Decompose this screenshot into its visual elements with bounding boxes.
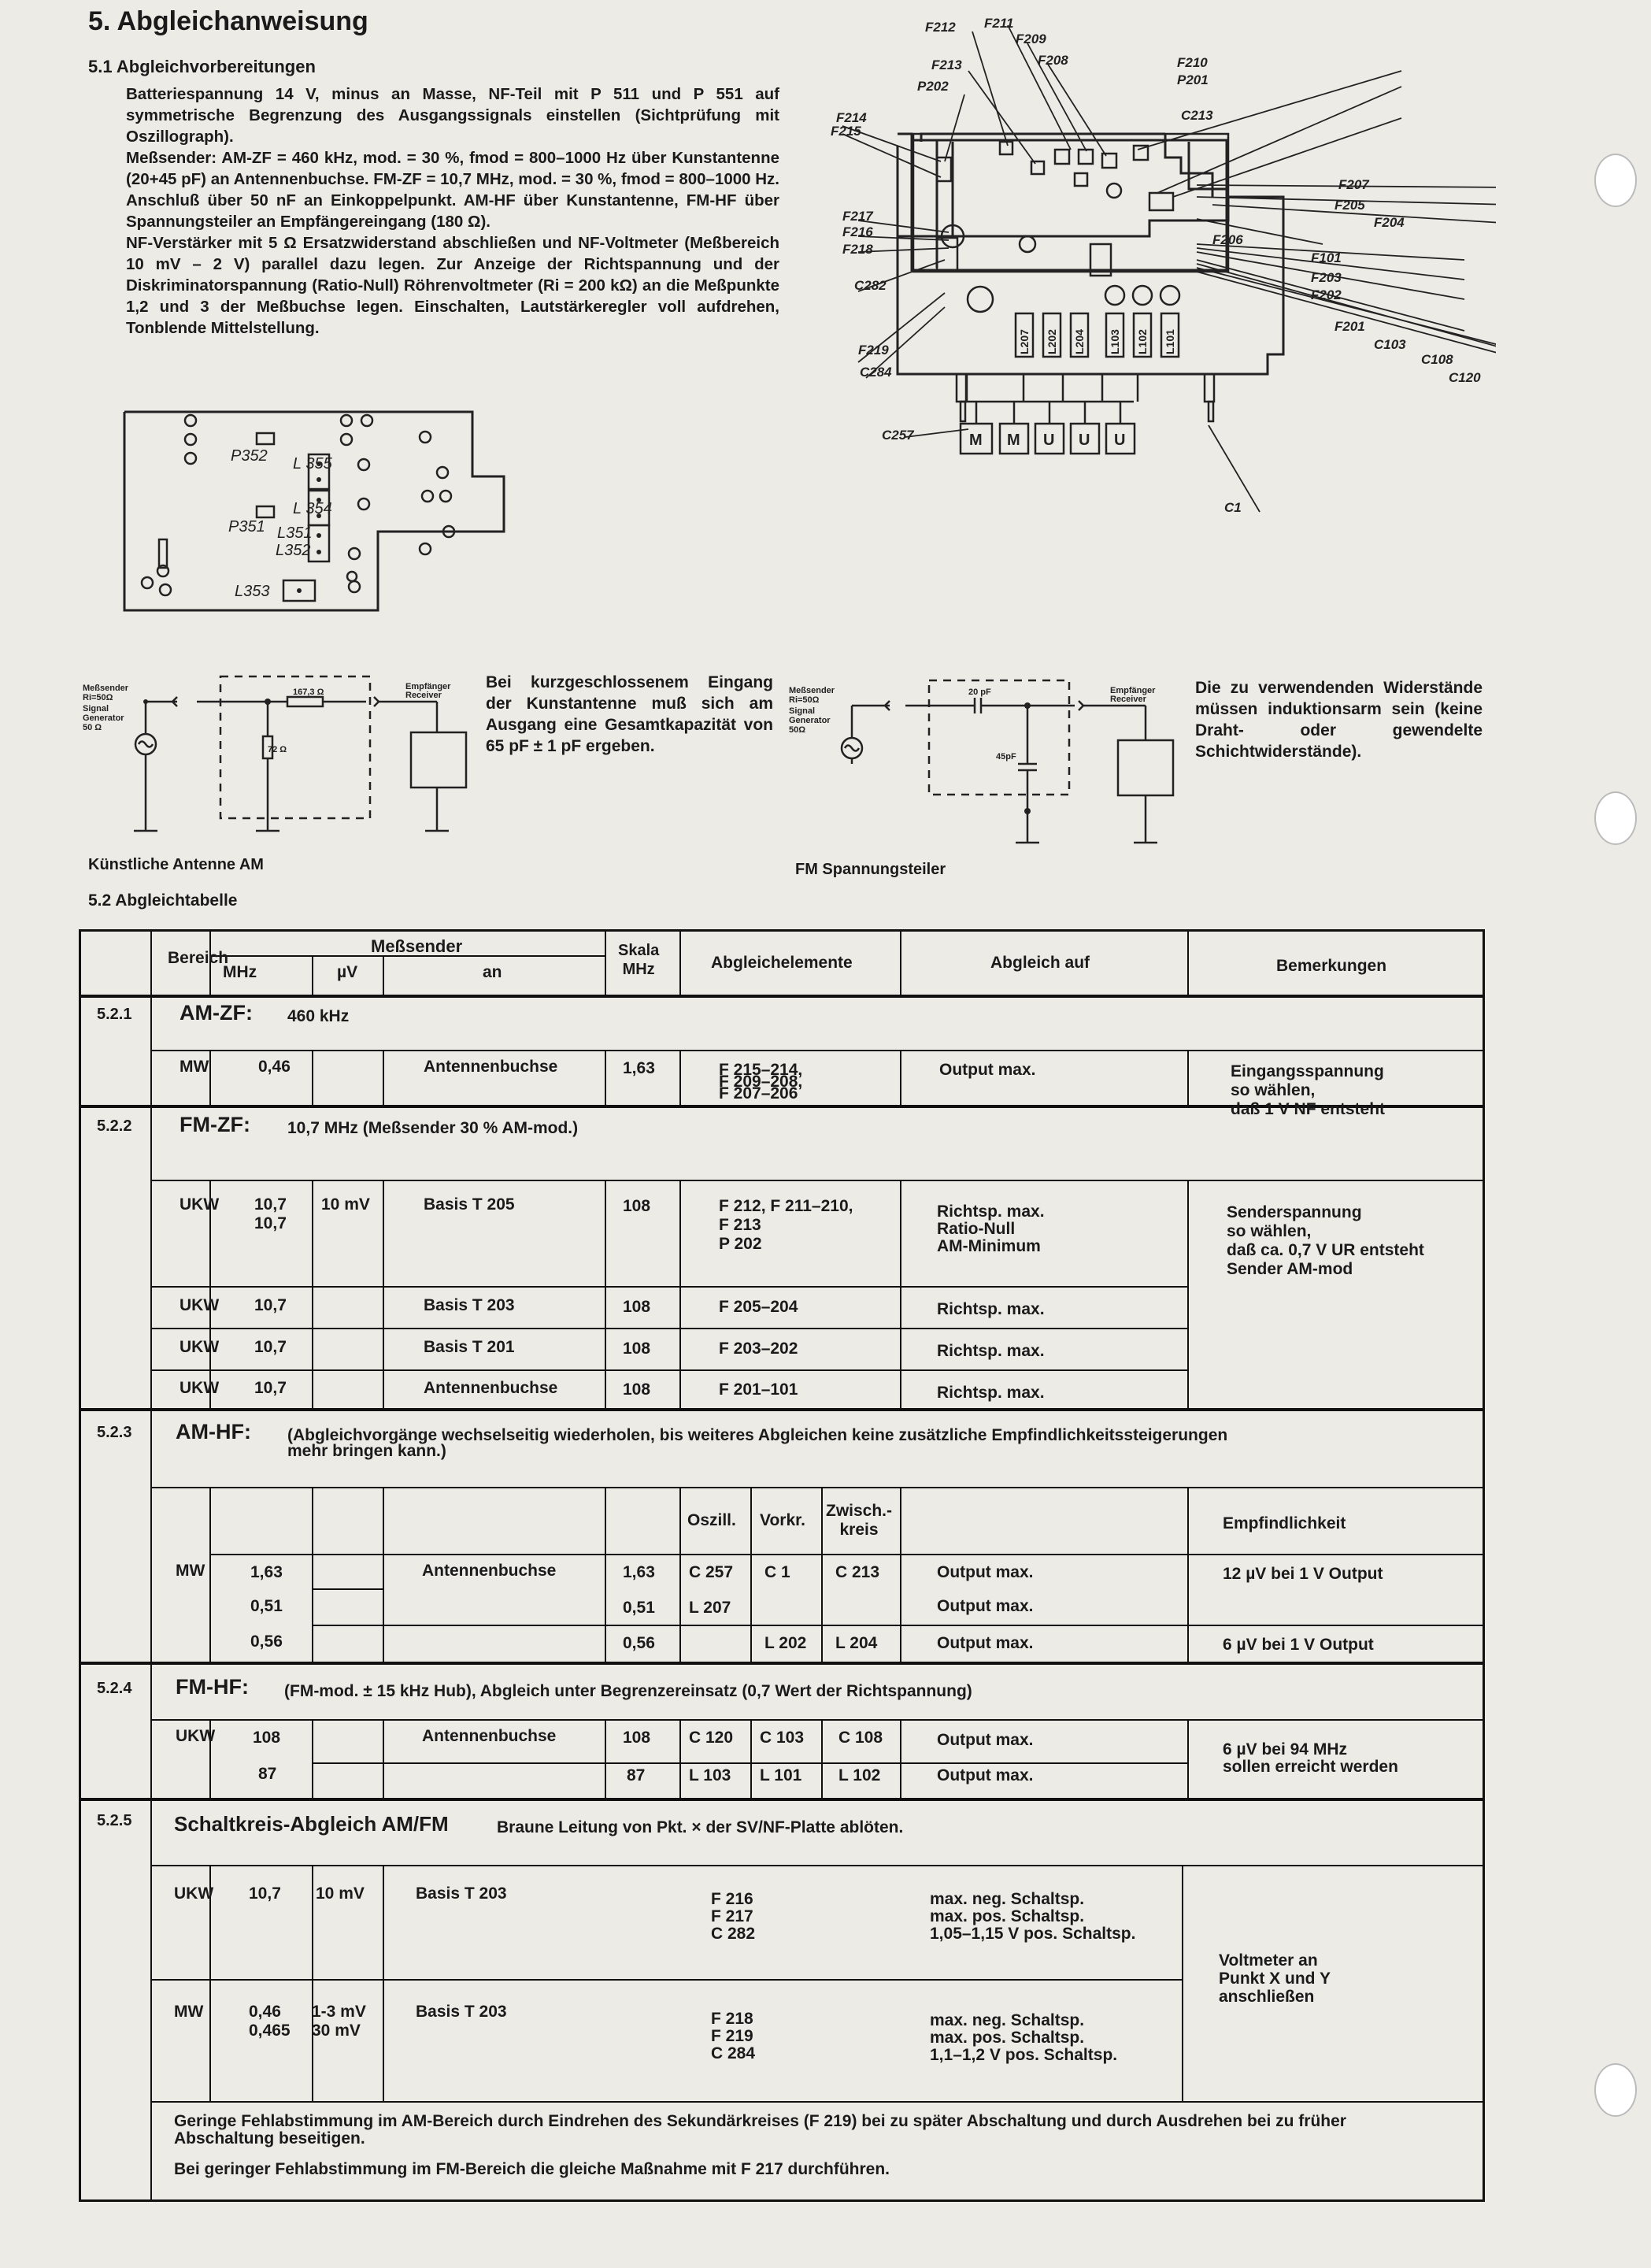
cell-bereich: MW	[174, 2003, 204, 2021]
cell-oszill: C 120	[689, 1729, 734, 1747]
table-rule	[679, 1180, 681, 1408]
coil-l202: L202	[1046, 329, 1058, 354]
cell-an: Antennenbuchse	[424, 1058, 558, 1076]
cell-mhz: 87	[258, 1765, 277, 1783]
page-heading: 5. Abgleichanweisung	[88, 6, 368, 36]
cell-mhz: 10,7	[254, 1338, 287, 1356]
source-label: Signal	[789, 706, 816, 716]
cell-elemente: F 212, F 211–210, F 213 P 202	[719, 1197, 853, 1253]
cell-elemente: F 215–214, F 209–208, F 207–206	[719, 1061, 803, 1102]
cell-bemerkungen: 6 µV bei 94 MHz sollen erreicht werden	[1223, 1740, 1398, 1776]
cell-bereich: UKW	[180, 1379, 220, 1397]
table-rule	[383, 1050, 384, 1105]
fm-divider-schematic	[787, 677, 1197, 858]
table-rule	[81, 1798, 1483, 1801]
col-header-uv: µV	[337, 963, 358, 981]
table-rule	[900, 1719, 901, 1798]
table-rule	[383, 1865, 384, 2101]
cell-an: Basis T 203	[416, 1884, 507, 1903]
cell-empfindlichkeit: 12 µV bei 1 V Output	[1223, 1565, 1383, 1583]
table-rule	[150, 1369, 1187, 1371]
section-number: 5.2.3	[97, 1424, 132, 1441]
board-diagram-large	[819, 8, 1496, 528]
alignment-table	[79, 929, 1485, 2202]
cell-oszill: L 103	[689, 1766, 731, 1784]
cell-oszill: C 257	[689, 1563, 734, 1581]
cell-auf: Output max.	[937, 1766, 1034, 1784]
prep-text-span: abschließen und NF-Voltmeter (Meßbereich 10 mV – 2 V) parallel dazu legen. Zur Anzeige der Richtspannung und der Diskriminatorspannung (Ratio-Null) Röhrenvoltmeter (Ri = 200 kΩ) an die Meßpunkte 1,2 und 3 der Meßbuchse legen. Einschalten, Lautstärkeregler voll aufdrehen, Tonblende Mittelstellung.	[126, 234, 779, 337]
table-rule	[679, 1487, 681, 1662]
table-rule	[900, 1050, 901, 1105]
table-rule	[1187, 1719, 1189, 1798]
switch-label: M	[1007, 432, 1020, 449]
prep-text-span: NF-Verstärker mit 5 Ω	[126, 234, 297, 252]
label-f203: F203	[1311, 270, 1342, 285]
receiver-label: Empfänger	[1110, 686, 1156, 695]
col-header-oszill: Oszill.	[687, 1511, 736, 1529]
table-rule	[209, 1487, 211, 1662]
cell-auf: Richtsp. max.	[937, 1300, 1045, 1318]
cell-elemente: F 216 F 217 C 282	[711, 1890, 756, 1943]
source-label: Meßsender	[83, 684, 129, 693]
table-rule	[679, 932, 681, 995]
cell-mhz: 108	[253, 1729, 281, 1747]
cell-auf: Output max.	[937, 1731, 1034, 1749]
cell-oszill: L 207	[689, 1599, 731, 1617]
source-label: Generator	[789, 716, 831, 725]
label-c103: C103	[1374, 337, 1406, 352]
table-rule	[150, 1286, 1187, 1288]
table-rule	[605, 1487, 606, 1662]
cell-auf: max. neg. Schaltsp. max. pos. Schaltsp. 1,05–1,15 V pos. Schaltsp.	[930, 1890, 1136, 1943]
table-rule	[679, 1050, 681, 1105]
table-rule	[150, 1719, 1483, 1721]
table-rule	[383, 1487, 384, 1662]
prep-paragraph: Batteriespannung 14 V, minus an Masse, NF-Teil mit P 511 und P 551 auf symmetrische Begrenzung des Ausgangssignals einstellen (Sichtprüfung mit Oszillograph).	[126, 85, 779, 146]
label-c1: C1	[1224, 500, 1242, 515]
section-title: AM-ZF:	[180, 1001, 253, 1025]
table-rule	[150, 2101, 1483, 2103]
cell-skala: 1,63	[623, 1563, 655, 1581]
table-rule	[900, 1180, 901, 1408]
switch-label: M	[969, 432, 983, 449]
table-rule	[209, 1050, 211, 1105]
cell-bemerkungen: Senderspannung so wählen, daß ca. 0,7 V UR entsteht Sender AM-mod	[1227, 1203, 1424, 1278]
section-number: 5.2.4	[97, 1680, 132, 1697]
cell-elemente: F 203–202	[719, 1340, 798, 1358]
col-header-vorkr: Vorkr.	[760, 1511, 805, 1529]
source-label: Ri=50Ω	[789, 695, 820, 705]
cell-uv: 10 mV	[316, 1884, 365, 1903]
table-rule	[821, 1487, 823, 1662]
cell-mhz: 0,46	[258, 1058, 291, 1076]
prep-paragraph	[126, 147, 779, 232]
source-label: Signal	[83, 704, 109, 713]
cell-auf: max. neg. Schaltsp. max. pos. Schaltsp. 1,1–1,2 V pos. Schaltsp.	[930, 2011, 1118, 2064]
table-rule	[312, 955, 313, 995]
table-rule	[750, 1719, 752, 1798]
cell-zwischenkreis: L 204	[835, 1634, 878, 1652]
col-header-zwischenkreis: Zwisch.- kreis	[826, 1502, 893, 1539]
table-rule	[150, 1328, 1187, 1329]
prep-paragraph	[126, 232, 779, 339]
table-rule	[81, 1408, 1483, 1411]
cell-bereich: MW	[176, 1562, 205, 1580]
cell-mhz: 0,56	[250, 1632, 283, 1651]
label-p351: P351	[228, 518, 265, 536]
label-c108: C108	[1421, 352, 1453, 367]
table-rule	[900, 932, 901, 995]
col-header-skala: Skala MHz	[618, 942, 660, 978]
cell-mhz: 10,7	[254, 1379, 287, 1397]
cell-vorkr: C 1	[764, 1563, 790, 1581]
fm-divider-note: Die zu verwendenden Widerstände müssen induktionsarm sein (keine Draht- oder gewendelte Schichtwiderstände).	[1195, 679, 1483, 761]
table-rule	[1187, 1050, 1189, 1105]
table-rule	[312, 1625, 1483, 1626]
cell-bemerkungen: Voltmeter an Punkt X und Y anschließen	[1219, 1951, 1331, 2006]
cell-mhz: 10,7 10,7	[254, 1195, 287, 1232]
coil-l102: L102	[1136, 329, 1149, 354]
label-f202: F202	[1311, 287, 1342, 302]
label-f207: F207	[1338, 177, 1369, 192]
cell-auf: Richtsp. max.	[937, 1384, 1045, 1402]
cell-mhz: 1,63	[250, 1563, 283, 1581]
cell-bereich: UKW	[180, 1296, 220, 1314]
table-rule	[679, 1719, 681, 1798]
label-f219: F219	[858, 343, 889, 358]
r1-label: 167,3 Ω	[293, 687, 324, 697]
label-ersatzwiderstand: Ersatzwiderstand	[302, 234, 437, 252]
cell-elemente: F 205–204	[719, 1298, 798, 1316]
table-rule	[312, 1487, 313, 1662]
cell-vorkr: L 202	[764, 1634, 807, 1652]
cell-zwischenkreis: L 102	[838, 1766, 881, 1784]
cell-uv: 1-3 mV 30 mV	[312, 2003, 366, 2040]
cell-an: Basis T 203	[416, 2003, 507, 2021]
label-c213: C213	[1181, 108, 1213, 123]
cell-bemerkungen: Eingangsspannung so wählen, daß 1 V NF entsteht	[1231, 1062, 1386, 1118]
col-header-bemerkungen: Bemerkungen	[1276, 957, 1387, 975]
section-subtitle: 10,7 MHz (Meßsender 30 % AM-mod.)	[287, 1119, 579, 1137]
cell-elemente: F 218 F 219 C 284	[711, 2010, 756, 2062]
punch-hole	[1594, 154, 1637, 207]
col-header-bereich: Bereich	[168, 949, 229, 967]
cell-bereich: UKW	[180, 1338, 220, 1356]
section-subtitle: 460 kHz	[287, 1007, 350, 1025]
receiver-label: Receiver	[405, 691, 442, 700]
table-rule	[150, 1979, 1182, 1981]
source-label: Ri=50Ω	[83, 693, 113, 702]
section-subtitle: (FM-mod. ± 15 kHz Hub), Abgleich unter Begrenzereinsatz (0,7 Wert der Richtspannung)	[284, 1682, 972, 1700]
cell-skala: 0,51	[623, 1599, 655, 1617]
am-antenna-schematic	[79, 673, 488, 847]
label-l354: L 354	[293, 500, 332, 517]
col-header-messsender: Meßsender	[371, 936, 463, 956]
label-p352: P352	[231, 447, 268, 465]
label-c257: C257	[882, 428, 914, 443]
cell-skala: 0,56	[623, 1634, 655, 1652]
label-messender: Meßsender:	[126, 149, 217, 167]
table-rule	[209, 1554, 1483, 1555]
cell-elemente: F 201–101	[719, 1380, 798, 1399]
punch-hole	[1594, 2063, 1637, 2117]
table-rule	[1187, 1180, 1189, 1408]
board-diagram-small	[118, 406, 512, 618]
table-rule	[312, 1588, 383, 1590]
section-title-prep: 5.1 Abgleichvorbereitungen	[88, 57, 316, 76]
section-title-table: 5.2 Abgleichtabelle	[88, 891, 238, 910]
prep-text-span: AM-ZF = 460 kHz, mod. = 30 %, fmod = 800–1000 Hz über Kunstantenne (20+45 pF) an Antennenbuchse. FM-ZF = 10,7 MHz, mod. = 30 %, fmod = 800–1000 Hz. Anschluß über 50 nF an Einkoppelpunkt. AM-HF über Kunstantenne, FM-HF über Spannungsteiler an Empfängereingang (180 Ω).	[126, 149, 780, 231]
section-subtitle: Braune Leitung von Pkt. × der SV/NF-Platte ablöten.	[497, 1818, 904, 1836]
coil-l204: L204	[1073, 329, 1086, 354]
label-f210: F210	[1177, 55, 1208, 70]
table-rule	[81, 1662, 1483, 1665]
col-header-auf: Abgleich auf	[990, 954, 1090, 972]
label-f208: F208	[1038, 53, 1068, 68]
label-f201: F201	[1334, 319, 1365, 334]
am-antenna-note: Bei kurzgeschlossenem Eingang der Kunstantenne muß sich am Ausgang eine Gesamtkapazität von 65 pF ± 1 pF ergeben.	[486, 673, 773, 755]
label-p202: P202	[917, 79, 949, 94]
table-rule	[1187, 932, 1189, 995]
label-l353: L353	[235, 583, 270, 600]
section-title: FM-HF:	[176, 1675, 249, 1699]
label-l351: L351	[277, 524, 313, 542]
table-rule	[605, 1180, 606, 1408]
cell-an: Antennenbuchse	[424, 1379, 558, 1397]
cell-bereich: MW	[180, 1058, 209, 1076]
cell-skala: 87	[627, 1766, 646, 1784]
table-rule	[150, 1050, 1483, 1051]
cell-skala: 108	[623, 1729, 651, 1747]
cell-mhz: 0,51	[250, 1597, 283, 1615]
section-number: 5.2.1	[97, 1006, 132, 1023]
table-rule	[383, 1180, 384, 1408]
cell-an: Basis T 203	[424, 1296, 515, 1314]
table-rule	[150, 1865, 1483, 1866]
section-number: 5.2.5	[97, 1812, 132, 1829]
c1-label: 20 pF	[968, 687, 991, 697]
cell-skala: 108	[623, 1380, 651, 1399]
table-rule	[605, 1719, 606, 1798]
cell-vorkr: L 101	[760, 1766, 802, 1784]
table-rule	[81, 995, 1483, 998]
label-f216: F216	[842, 224, 873, 239]
cell-auf: Output max.	[939, 1061, 1036, 1079]
label-f206: F206	[1212, 232, 1243, 247]
col-header-an: an	[483, 963, 502, 981]
label-f218: F218	[842, 242, 873, 257]
table-rule	[605, 1050, 606, 1105]
table-rule	[312, 1762, 1187, 1764]
cell-skala: 108	[623, 1340, 651, 1358]
cell-zwischenkreis: C 108	[838, 1729, 883, 1747]
c2-label: 45pF	[996, 752, 1016, 762]
receiver-label: Receiver	[1110, 695, 1146, 704]
label-l355: L 355	[293, 455, 332, 472]
label-f101: F101	[1311, 250, 1342, 265]
coil-l103: L103	[1109, 329, 1121, 354]
section-title: Schaltkreis-Abgleich AM/FM	[174, 1812, 449, 1836]
table-rule	[1187, 1487, 1189, 1662]
cell-auf: Richtsp. max. Ratio-Null AM-Minimum	[937, 1203, 1045, 1255]
punch-hole	[1594, 791, 1637, 845]
receiver-label: Empfänger	[405, 682, 451, 691]
source-label: Meßsender	[789, 686, 835, 695]
table-rule	[821, 1719, 823, 1798]
switch-label: U	[1114, 432, 1126, 449]
label-f215: F215	[831, 124, 861, 139]
caption-fm-divider: FM Spannungsteiler	[795, 861, 946, 878]
section-title: AM-HF:	[176, 1420, 251, 1443]
source-label: Generator	[83, 713, 124, 723]
table-rule	[605, 932, 606, 995]
col-header-empfindlichkeit: Empfindlichkeit	[1223, 1514, 1346, 1532]
label-f205: F205	[1334, 198, 1365, 213]
cell-mhz: 10,7	[254, 1296, 287, 1314]
switch-label: U	[1079, 432, 1090, 449]
col-header-mhz: MHz	[223, 963, 257, 981]
cell-an: Basis T 201	[424, 1338, 515, 1356]
cell-mhz: 10,7	[249, 1884, 281, 1903]
cell-skala: 1,63	[623, 1059, 655, 1077]
cell-skala: 108	[623, 1298, 651, 1316]
label-f213: F213	[931, 57, 962, 72]
table-rule	[150, 1180, 1483, 1181]
cell-mhz: 0,46 0,465	[249, 2003, 291, 2040]
cell-vorkr: C 103	[760, 1729, 805, 1747]
prep-text	[126, 83, 779, 339]
cell-bereich: UKW	[174, 1884, 214, 1903]
footnote-fm: Bei geringer Fehlabstimmung im FM-Bereich die gleiche Maßnahme mit F 217 durchführen.	[174, 2160, 890, 2178]
label-f209: F209	[1016, 32, 1046, 46]
coil-l207: L207	[1018, 329, 1031, 354]
table-rule	[383, 955, 384, 995]
source-label: 50 Ω	[83, 723, 102, 732]
r2-label: 72 Ω	[268, 745, 287, 754]
table-rule	[1182, 1865, 1183, 2101]
table-rule	[383, 1719, 384, 1798]
cell-an: Antennenbuchse	[422, 1562, 557, 1580]
cell-uv: 10 mV	[321, 1195, 370, 1214]
label-l352: L352	[276, 542, 311, 559]
coil-l101: L101	[1164, 329, 1176, 354]
table-rule	[150, 932, 152, 2199]
cell-bereich: UKW	[176, 1727, 216, 1745]
switch-label: U	[1043, 432, 1055, 449]
cell-auf: Output max.	[937, 1563, 1034, 1581]
caption-am-antenna: Künstliche Antenne AM	[88, 856, 264, 873]
cell-an: Basis T 205	[424, 1195, 515, 1214]
label-f204: F204	[1374, 215, 1405, 230]
label-f212: F212	[925, 20, 956, 35]
label-f217: F217	[842, 209, 873, 224]
table-rule	[312, 1050, 313, 1105]
section-subtitle: (Abgleichvorgänge wechselseitig wiederholen, bis weiteres Abgleichen keine zusätzliche Empfindlichkeitssteigerungen mehr bringen kann.)	[287, 1426, 1228, 1460]
table-rule	[312, 1719, 313, 1798]
cell-an: Antennenbuchse	[422, 1727, 557, 1745]
label-c120: C120	[1449, 370, 1481, 385]
cell-empfindlichkeit: 6 µV bei 1 V Output	[1223, 1636, 1374, 1654]
table-rule	[312, 1865, 313, 2101]
col-header-elemente: Abgleichelemente	[711, 954, 853, 972]
cell-skala: 108	[623, 1197, 651, 1215]
footnote-am: Geringe Fehlabstimmung im AM-Bereich durch Eindrehen des Sekundärkreises (F 219) bei zu später Abschaltung und durch Ausdrehen bei zu früher Abschaltung beseitigen.	[174, 2112, 1346, 2148]
label-c284: C284	[860, 365, 892, 380]
label-c282: C282	[854, 278, 887, 293]
source-label: 50Ω	[789, 725, 806, 735]
table-rule	[750, 1487, 752, 1662]
cell-bereich: UKW	[180, 1195, 220, 1214]
label-f214: F214	[836, 110, 867, 125]
section-title: FM-ZF:	[180, 1113, 250, 1136]
table-rule	[150, 1487, 1483, 1488]
cell-auf: Output max.	[937, 1634, 1034, 1652]
cell-zwischenkreis: C 213	[835, 1563, 880, 1581]
table-rule	[900, 1487, 901, 1662]
section-number: 5.2.2	[97, 1117, 132, 1135]
label-p201: P201	[1177, 72, 1209, 87]
cell-auf: Output max.	[937, 1597, 1034, 1615]
table-rule	[312, 1180, 313, 1408]
cell-auf: Richtsp. max.	[937, 1342, 1045, 1360]
label-f211: F211	[984, 16, 1014, 31]
